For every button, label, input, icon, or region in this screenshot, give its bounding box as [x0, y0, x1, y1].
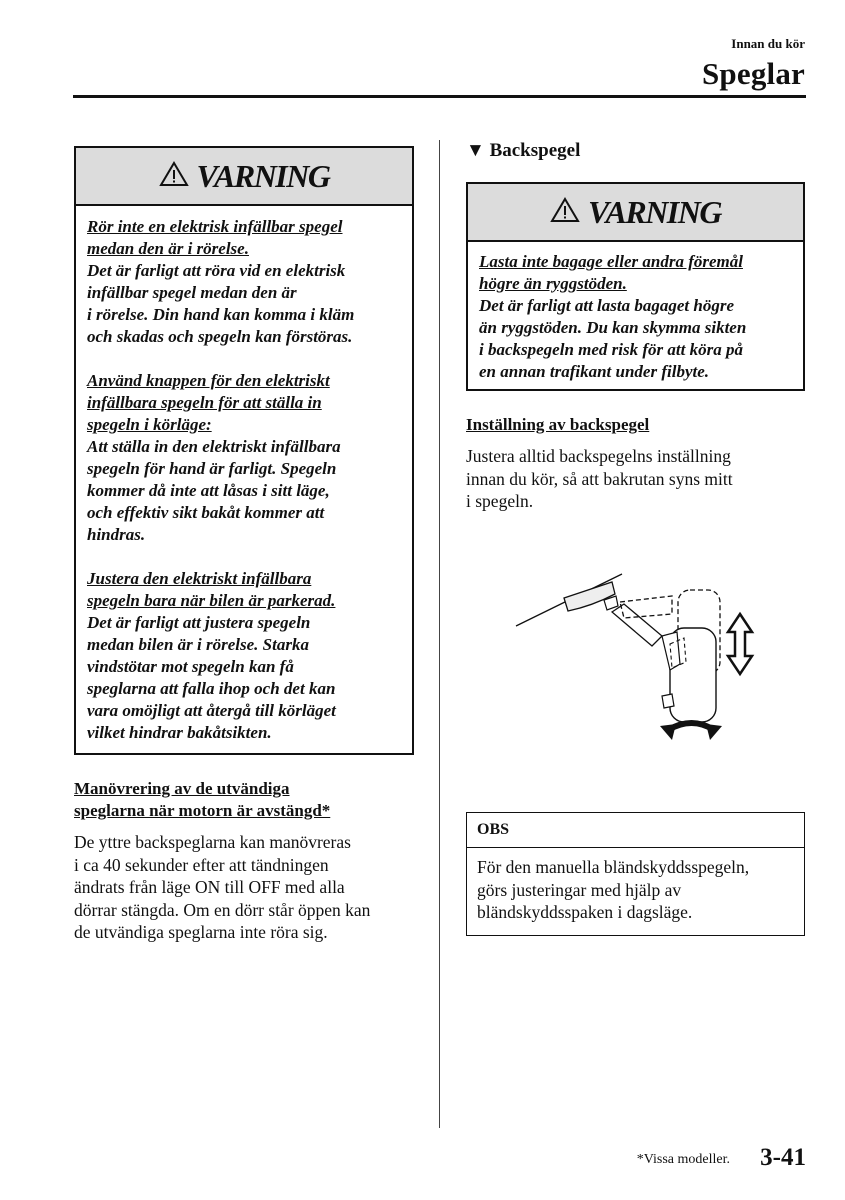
rearview-mirror-illustration [512, 566, 762, 751]
warning-text [76, 206, 412, 744]
warning-heading: Rör inte en elektrisk infällbar spegel [87, 217, 343, 236]
warning-box-right [466, 182, 805, 391]
warning-text [468, 242, 803, 383]
page-number: 3-41 [760, 1144, 806, 1171]
warning-triangle-icon [550, 197, 580, 228]
warning-line: och effektiv sikt bakåt kommer att [87, 503, 325, 522]
warning-title: VARNING [588, 193, 721, 230]
warning-line: kommer då inte att låsas i sitt läge, [87, 481, 330, 500]
warning-line: vara omöjligt att återgå till körläget [87, 701, 336, 720]
warning-header [76, 148, 412, 206]
section-heading: Inställning av backspegel [466, 415, 650, 434]
warning-header [468, 184, 803, 242]
section-label: Innan du kör [731, 36, 805, 51]
heading-text: Backspegel [489, 140, 581, 161]
section-heading: speglarna när motorn är avstängd* [74, 801, 331, 820]
obs-text [467, 848, 804, 934]
warning-line: än ryggstöden. Du kan skymma sikten [479, 318, 747, 337]
obs-title: OBS [467, 813, 804, 848]
warning-line: i backspegeln med risk för att köra på [479, 340, 743, 359]
body-line: de utvändiga speglarna inte röra sig. [74, 922, 328, 942]
section-body [466, 445, 806, 513]
warning-line: speglarna att falla ihop och det kan [87, 679, 336, 698]
warning-heading: spegeln bara när bilen är parkerad. [87, 591, 336, 610]
body-line: ändrats från läge ON till OFF med alla [74, 877, 345, 897]
warning-heading: spegeln i körläge: [87, 415, 212, 434]
body-line: i spegeln. [466, 491, 534, 511]
body-line: De yttre backspeglarna kan manövreras [74, 832, 351, 852]
warning-line: vindstötar mot spegeln kan få [87, 657, 294, 676]
obs-line: bländskyddsspaken i dagsläge. [477, 902, 693, 922]
outer-mirror-section [74, 778, 419, 944]
warning-line: hindras. [87, 525, 146, 544]
warning-heading: medan den är i rörelse. [87, 239, 249, 258]
footnote: *Vissa modeller. [636, 1152, 730, 1167]
warning-heading: infällbara spegeln för att ställa in [87, 393, 322, 412]
warning-heading: Använd knappen för den elektriskt [87, 371, 330, 390]
body-line: i ca 40 sekunder efter att tändningen [74, 854, 329, 875]
warning-box-left [74, 146, 414, 755]
warning-line: medan bilen är i rörelse. Starka [87, 635, 309, 654]
warning-line: Det är farligt att justera spegeln [87, 613, 311, 632]
body-line: Justera alltid backspegelns inställning [466, 446, 731, 466]
warning-title: VARNING [196, 157, 330, 194]
column-divider [439, 140, 440, 1128]
triangle-marker-icon: ▼ [466, 140, 485, 161]
body-line: innan du kör, så att bakrutan syns mitt [466, 468, 733, 489]
warning-heading: Lasta inte bagage eller andra föremål [479, 252, 743, 271]
warning-line: vilket hindrar bakåtsikten. [87, 723, 272, 742]
page-title: Speglar [701, 56, 805, 91]
warning-line: i rörelse. Din hand kan komma i kläm [87, 305, 355, 324]
section-body [74, 831, 419, 944]
body-line: dörrar stängda. Om en dörr står öppen kan [74, 899, 371, 920]
warning-line: en annan trafikant under filbyte. [479, 362, 710, 381]
section-heading: Manövrering av de utvändiga [74, 779, 290, 798]
warning-line: Det är farligt att röra vid en elektrisk [87, 261, 346, 280]
backspegel-heading [466, 140, 580, 162]
obs-box [466, 812, 805, 936]
warning-line: Att ställa in den elektriskt infällbara [87, 437, 341, 456]
warning-heading: högre än ryggstöden. [479, 274, 627, 293]
warning-line: infällbar spegel medan den är [87, 283, 297, 302]
warning-heading: Justera den elektriskt infällbara [87, 569, 312, 588]
adjustment-section [466, 414, 806, 513]
warning-line: och skadas och spegeln kan förstöras. [87, 327, 353, 346]
obs-line: görs justeringar med hjälp av [477, 879, 682, 900]
warning-line: Det är farligt att lasta bagaget högre [479, 296, 734, 315]
warning-triangle-icon [159, 161, 189, 192]
warning-line: spegeln för hand är farligt. Spegeln [87, 459, 337, 478]
obs-line: För den manuella bländskyddsspegeln, [477, 857, 750, 877]
header-rule [73, 95, 806, 98]
